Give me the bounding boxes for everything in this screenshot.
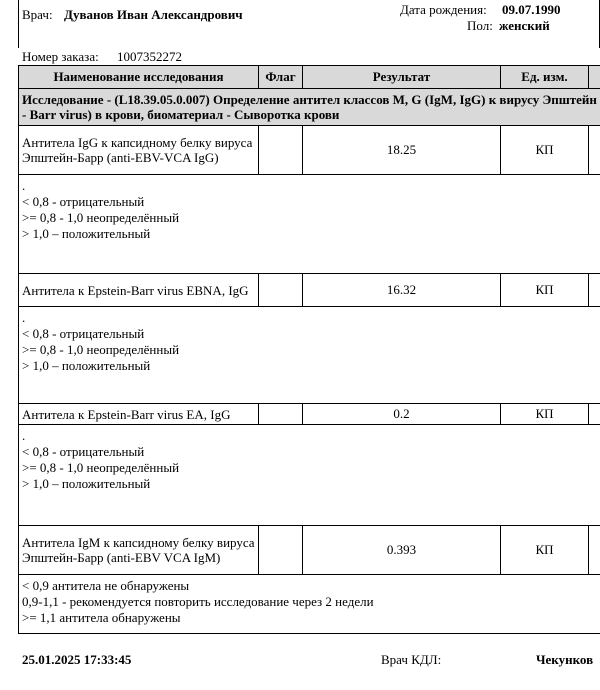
- reference-note: [19, 425, 600, 526]
- table-row: [19, 274, 600, 307]
- extra-cell: [589, 526, 600, 575]
- table-row: [19, 526, 600, 575]
- page-border-left: [18, 0, 19, 48]
- report-datetime: 25.01.2025 17:33:45: [22, 652, 132, 667]
- note-line: .: [22, 310, 26, 325]
- extra-cell: [589, 274, 600, 307]
- reference-note: [19, 175, 600, 274]
- header-test-name: Наименование исследования: [19, 66, 259, 89]
- section-title-line-1: Исследование - (L18.39.05.0.007) Определение антител классов M, G (IgM, IgG) к вирусу Эпштейн: [22, 92, 597, 107]
- result-value: 18.25: [303, 126, 501, 175]
- note-line: >= 0,8 - 1,0 неопределённый: [22, 460, 180, 475]
- section-title-line-2: - Barr virus) в крови, биоматериал - Сыворотка крови: [22, 107, 340, 122]
- note-row: [19, 575, 600, 634]
- flag-cell: [259, 126, 303, 175]
- note-line: < 0,8 - отрицательный: [22, 194, 145, 209]
- flag-cell: [259, 274, 303, 307]
- reference-note: [19, 575, 600, 634]
- note-line: .: [22, 428, 26, 443]
- lab-doctor-name: Чекунков: [536, 652, 594, 667]
- result-value: 16.32: [303, 274, 501, 307]
- table-row: [19, 404, 600, 425]
- note-line: >= 1,1 антитела обнаружены: [22, 610, 181, 625]
- section-row: [19, 89, 600, 126]
- header-unit: Ед. изм.: [501, 66, 589, 89]
- unit-value: КП: [501, 404, 589, 425]
- section-title: [19, 89, 600, 126]
- note-row: [19, 175, 600, 274]
- note-line: 0,9-1,1 - рекомендуется повторить исследование через 2 недели: [22, 594, 374, 609]
- note-line: < 0,8 - отрицательный: [22, 326, 145, 341]
- unit-value: КП: [501, 526, 589, 575]
- header-result: Результат: [303, 66, 501, 89]
- note-line: > 1,0 – положительный: [22, 226, 151, 241]
- result-value: 0.2: [303, 404, 501, 425]
- birth-date-label: Дата рождения:: [400, 2, 487, 17]
- unit-value: КП: [501, 126, 589, 175]
- header-flag: Флаг: [259, 66, 303, 89]
- sex-label: Пол:: [467, 18, 493, 33]
- flag-cell: [259, 526, 303, 575]
- note-row: [19, 307, 600, 404]
- order-number-value: 1007352272: [117, 49, 182, 64]
- note-line: .: [22, 178, 26, 193]
- test-name: Антитела к Epstein-Barr virus EA, IgG: [19, 404, 259, 425]
- test-name: Антитела к Epstein-Barr virus EBNA, IgG: [19, 274, 259, 307]
- results-table: [18, 65, 600, 634]
- sex-value: женский: [499, 18, 550, 33]
- table-header-row: [19, 66, 600, 89]
- lab-doctor-label: Врач КДЛ:: [381, 652, 442, 667]
- unit-value: КП: [501, 274, 589, 307]
- note-line: < 0,9 антитела не обнаружены: [22, 578, 190, 593]
- test-name: Антитела IgG к капсидному белку вируса Эпштейн-Барр (anti-EBV-VCA IgG): [19, 126, 259, 175]
- result-value: 0.393: [303, 526, 501, 575]
- header-extra: [589, 66, 600, 89]
- note-line: >= 0,8 - 1,0 неопределённый: [22, 342, 180, 357]
- doctor-name: Дуванов Иван Александрович: [64, 7, 243, 22]
- extra-cell: [589, 126, 600, 175]
- reference-note: [19, 307, 600, 404]
- table-row: [19, 126, 600, 175]
- note-row: [19, 425, 600, 526]
- test-name: Антитела IgM к капсидному белку вируса Эпштейн-Барр (anti-EBV VCA IgM): [19, 526, 259, 575]
- note-line: < 0,8 - отрицательный: [22, 444, 145, 459]
- birth-date-value: 09.07.1990: [502, 2, 561, 17]
- doctor-label: Врач:: [22, 7, 53, 22]
- flag-cell: [259, 404, 303, 425]
- note-line: > 1,0 – положительный: [22, 358, 151, 373]
- note-line: >= 0,8 - 1,0 неопределённый: [22, 210, 180, 225]
- order-number-label: Номер заказа:: [22, 49, 99, 64]
- note-line: > 1,0 – положительный: [22, 476, 151, 491]
- extra-cell: [589, 404, 600, 425]
